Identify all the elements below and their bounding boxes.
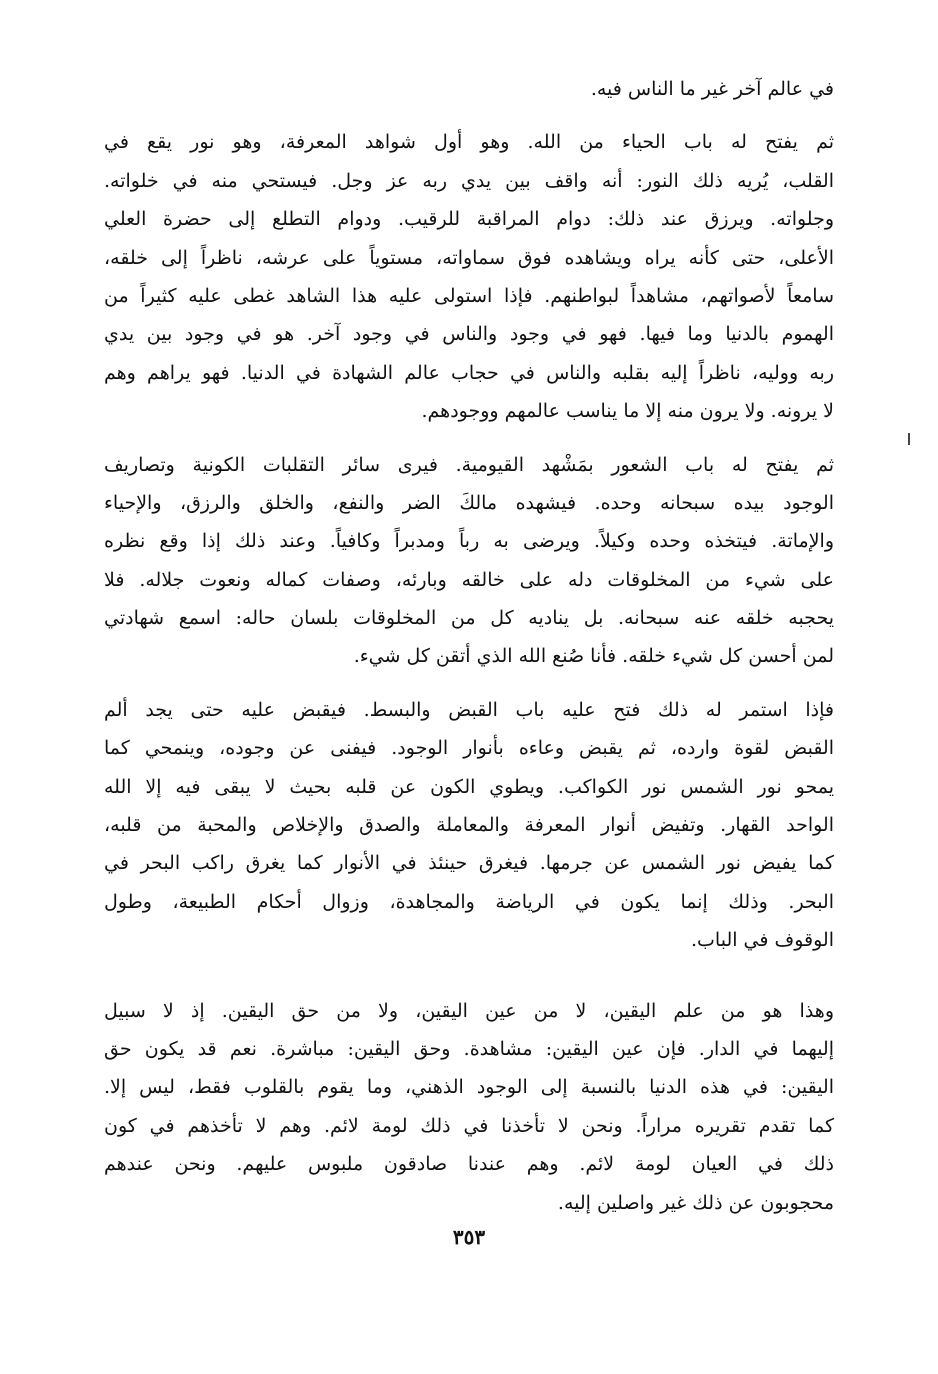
text-line: لا يرونه. ولا يرون منه إلا ما يناسب عالمهم ووجودهم.: [421, 400, 834, 423]
paragraph-4: [104, 691, 834, 960]
text-line: الوقوف في الباب.: [691, 929, 834, 952]
text-line: القلب، يُريه ذلك النور: أنه واقف بين يدي ربه عز وجل. فيستحي منه في خلواته.: [104, 169, 834, 192]
text-line: إليهما في الدار. فإن عين اليقين: مشاهدة. وحق اليقين: مباشرة. نعم قد يكون حق: [104, 1037, 834, 1060]
body-text: [104, 70, 834, 1222]
text-line: الهموم بالدنيا وما فيها. فهو في وجود والناس في وجود آخر. هو في وجود بين يدي: [104, 323, 834, 346]
text-line: محجوبون عن ذلك غير واصلين إليه.: [557, 1191, 834, 1214]
text-line: القبض لقوة وارده، ثم يقبض وعاءه بأنوار الوجود. فيفنى عن وجوده، وينمحي كما: [104, 737, 834, 760]
scan-artifact: [908, 433, 910, 445]
text-line: البحر. وذلك إنما يكون في الرياضة والمجاهدة، وزوال أحكام الطبيعة، وطول: [104, 890, 834, 913]
text-line: يمحو نور الشمس نور الكواكب. ويطوي الكون عن قلبه بحيث لا يبقى فيه إلا الله: [104, 775, 834, 798]
text-line: ذلك في العيان لومة لائم. وهم عندنا صادقون ملبوس عليهم. ونحن عندهم: [104, 1153, 834, 1176]
text-line: لمن أحسن كل شيء خلقه. فأنا صُنع الله الذي أتقن كل شيء.: [353, 645, 834, 668]
text-line: وهذا هو من علم اليقين، لا من عين اليقين، ولا من حق اليقين. إذ لا سبيل: [104, 999, 834, 1022]
text-line: فإذا استمر له ذلك فتح عليه باب القبض والبسط. فيقبض عليه حتى يجد ألم: [104, 698, 834, 721]
text-line: والإماتة. فيتخذه وحده وكيلاً. ويرضى به رباً ومدبراً وكافياً. وعند ذلك إذا وقع نظره: [104, 530, 834, 553]
paragraph-3: [104, 446, 834, 676]
paragraph-1: [104, 70, 834, 108]
text-line: سامعاً لأصواتهم، مشاهداً لبواطنهم. فإذا استولى عليه هذا الشاهد غطى عليه كثيراً من: [104, 284, 834, 307]
text-line: في عالم آخر غير ما الناس فيه.: [590, 78, 834, 100]
text-line: ربه ووليه، ناظراً إليه بقلبه والناس في حجاب عالم الشهادة في الدنيا. فهو يراهم وهم: [104, 361, 834, 384]
text-line: كما يفيض نور الشمس عن جرمها. فيغرق حينئذ في الأنوار كما يغرق راكب البحر في: [104, 852, 834, 875]
text-line: وجلواته. ويرزق عند ذلك: دوام المراقبة للرقيب. ودوام التطلع إلى حضرة العلي: [104, 208, 834, 231]
text-line: الأعلى، حتى كأنه يراه ويشاهده فوق سماواته، مستوياً على عرشه، ناظراً إلى خلقه،: [104, 246, 834, 269]
text-line: ثم يفتح له باب الحياء من الله. وهو أول شواهد المعرفة، وهو نور يقع في: [104, 131, 834, 154]
text-line: يحجبه خلقه عنه سبحانه. بل يناديه كل من المخلوقات بلسان حاله: اسمع شهادتي: [104, 607, 834, 630]
paragraph-2: [104, 123, 834, 430]
text-line: الواحد القهار. وتفيض أنوار المعرفة والمعاملة والصدق والإخلاص والمحبة من قلبه،: [104, 814, 834, 837]
text-line: ثم يفتح له باب الشعور بمَشْهد القيومية. فيرى سائر التقلبات الكونية وتصاريف: [104, 453, 834, 476]
text-line: كما تقدم تقريره مراراً. ونحن لا تأخذنا في ذلك لومة لائم. وهم لا تأخذهم في كون: [104, 1114, 834, 1137]
page-number: ٣٥٣: [452, 1225, 486, 1249]
text-line: على شيء من المخلوقات دله على خالقه وبارئه، وصفات كماله ونعوت جلاله. فلا: [104, 568, 834, 591]
text-line: اليقين: في هذه الدنيا بالنسبة إلى الوجود الذهني، وما يقوم بالقلوب فقط، ليس إلا.: [104, 1076, 834, 1099]
text-line: الوجود بيده سبحانه وحده. فيشهده مالكَ الضر والنفع، والخلق والرزق، والإحياء: [104, 491, 834, 514]
paragraph-5: [104, 992, 834, 1222]
